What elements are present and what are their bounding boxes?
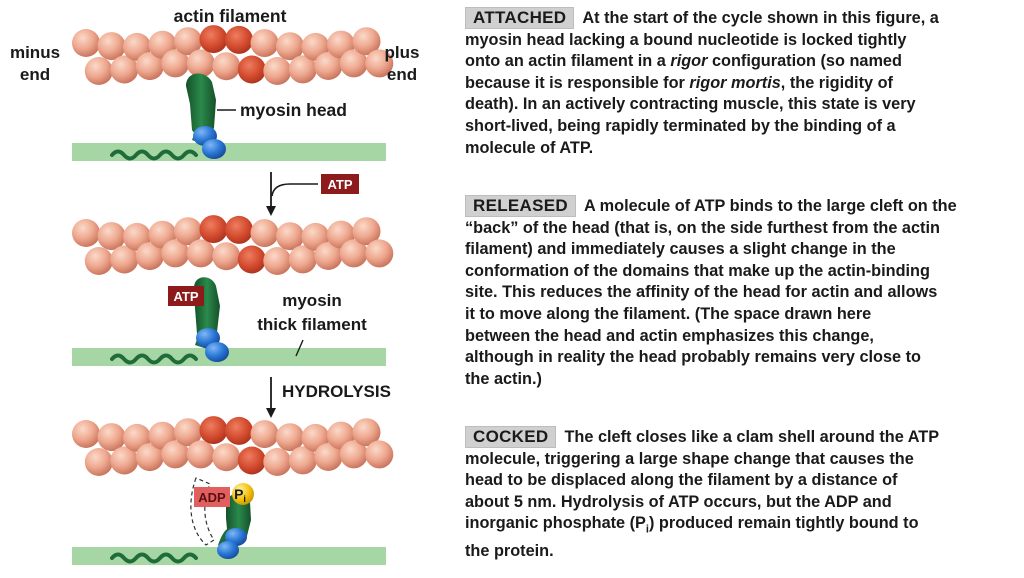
actin-subunit <box>85 247 113 275</box>
released-line: the actin.) <box>465 369 542 388</box>
actin-subunit <box>225 216 253 244</box>
cocked-line: the protein. <box>465 542 554 561</box>
actin-subunit <box>85 57 113 85</box>
minus-end-label-2: end <box>19 65 51 84</box>
actin-subunit <box>225 417 253 445</box>
actin-subunit <box>72 219 100 247</box>
atp-binding-arrow <box>266 172 318 216</box>
attached-line: onto an actin filament in a rigor configuration (so named <box>465 52 902 71</box>
attached-line: death). In an actively contracting muscle, this state is very <box>465 95 916 114</box>
light-chain <box>202 139 226 159</box>
actin-filament <box>72 215 393 275</box>
adp-badge-text: ADP <box>198 490 226 505</box>
actin-subunit <box>251 219 279 247</box>
actin-subunit <box>365 239 393 267</box>
released-line: it to move along the filament. (The space drawn here <box>465 304 872 323</box>
attached-line: myosin head lacking a bound nucleotide is locked tightly <box>465 30 907 49</box>
actin-subunit <box>200 215 228 243</box>
myosin-cycle-diagram <box>0 0 440 578</box>
plus-end-label: plus <box>384 43 420 62</box>
cocked-line: COCKED The cleft closes like a clam shell around the ATP <box>465 426 1017 449</box>
attached-line: molecule of ATP. <box>465 138 594 157</box>
released-line: filament) and immediately causes a slight change in the <box>465 240 896 259</box>
attached-panel <box>72 25 393 161</box>
minus-end-label: minus <box>9 43 61 62</box>
actin-subunit <box>72 29 100 57</box>
cocked-line: about 5 nm. Hydrolysis of ATP occurs, but the ADP and <box>465 492 892 511</box>
cocked-line: head to be displaced along the filament by a distance of <box>465 471 898 490</box>
actin-filament <box>72 416 393 476</box>
released-line: site. This reduces the affinity of the head for actin and allows <box>465 283 938 302</box>
attached-line: because it is responsible for rigor mortis, the rigidity of <box>465 73 893 92</box>
hydrolysis-arrow <box>266 377 276 418</box>
light-chain <box>205 342 229 362</box>
actin-subunit <box>187 49 215 77</box>
pi-badge-text: P <box>234 486 244 502</box>
actin-subunit <box>365 440 393 468</box>
released-line: conformation of the domains that make up the actin-binding <box>465 261 930 280</box>
cocked-description <box>465 426 1017 563</box>
actin-subunit <box>238 447 266 475</box>
attached-line: ATTACHED At the start of the cycle shown in this figure, a <box>465 7 1017 30</box>
cocked-line: inorganic phosphate $(P_i)$ produced remain tightly bound to <box>465 514 919 536</box>
attached-description <box>465 7 1017 159</box>
actin-subunit <box>238 246 266 274</box>
hydrolysis-label: HYDROLYSIS <box>282 382 391 401</box>
plus-end-label-2: end <box>386 65 418 84</box>
actin-subunit <box>85 448 113 476</box>
actin-subunit <box>225 26 253 54</box>
actin-subunit <box>212 52 240 80</box>
actin-subunit <box>187 440 215 468</box>
pi-badge-subscript: i <box>243 494 246 504</box>
myosin-motor-domain <box>186 73 216 135</box>
light-chain <box>217 541 239 559</box>
actin-subunit <box>187 239 215 267</box>
actin-subunit <box>251 420 279 448</box>
released-state-tag: RELEASED <box>465 195 576 217</box>
released-line: “back” of the head (that is, on the side furthest from the actin <box>465 218 940 237</box>
attached-state-tag: ATTACHED <box>465 7 574 29</box>
actin-subunit <box>238 56 266 84</box>
myosin-thick-filament-label: myosin <box>282 291 342 310</box>
attached-line: short-lived, being rapidly terminated by the binding of a <box>465 116 896 135</box>
released-description <box>465 195 1017 390</box>
actin-filament <box>72 25 393 85</box>
actin-subunit <box>263 448 291 476</box>
actin-subunit <box>72 420 100 448</box>
actin-subunit <box>212 242 240 270</box>
atp-badge-text: ATP <box>173 289 199 304</box>
released-line: RELEASED A molecule of ATP binds to the large cleft on the <box>465 195 1017 218</box>
myosin-thick-filament-label-2: thick filament <box>257 315 367 334</box>
cocked-line: molecule, triggering a large shape change that causes the <box>465 449 914 468</box>
released-line: between the head and actin emphasizes this change, <box>465 326 874 345</box>
released-line: although in reality the head probably remains very close to <box>465 348 921 367</box>
actin-subunit <box>200 416 228 444</box>
actin-filament-label: actin filament <box>173 6 287 26</box>
cocked-state-tag: COCKED <box>465 426 556 448</box>
atp-badge-text: ATP <box>327 177 353 192</box>
actin-subunit <box>263 247 291 275</box>
actin-subunit <box>263 57 291 85</box>
myosin-head-label: myosin head <box>240 100 347 120</box>
actin-subunit <box>251 29 279 57</box>
actin-subunit <box>212 443 240 471</box>
actin-subunit <box>200 25 228 53</box>
released-panel <box>72 215 393 366</box>
